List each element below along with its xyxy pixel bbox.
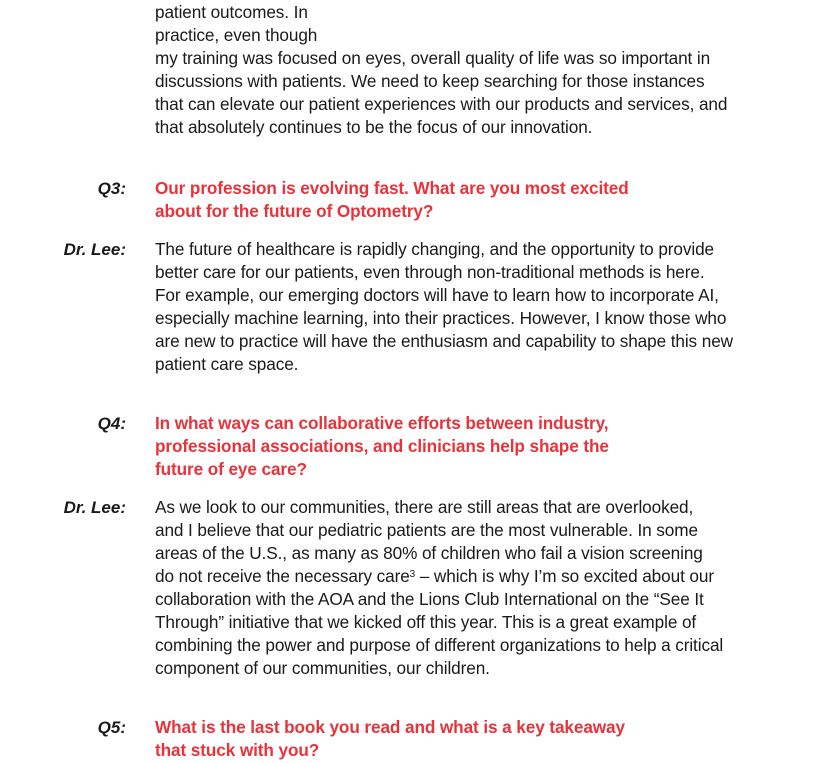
footnote-reference: 3 (409, 569, 416, 580)
intro-line: discussions with patients. We need to keep searching for those instances (155, 71, 705, 91)
question-line: that stuck with you? (155, 740, 320, 760)
answer-line: better care for our patients, even through non-traditional methods is here. (155, 262, 705, 282)
question-line: Our profession is evolving fast. What are you most excited (155, 178, 629, 198)
answer-line: For example, our emerging doctors will have to learn how to incorporate AI, (155, 285, 719, 305)
answer-line: The future of healthcare is rapidly changing, and the opportunity to provide (155, 239, 714, 259)
answer-line: patient care space. (155, 354, 299, 374)
speaker-label: Dr. Lee: (63, 498, 126, 517)
answer-text: – which is why I’m so excited about our (415, 566, 714, 586)
intro-line: that absolutely continues to be the focus of our innovation. (155, 117, 593, 137)
question-line: about for the future of Optometry? (155, 201, 434, 221)
answer-line: Through” initiative that we kicked off this year. This is a great example of (155, 612, 697, 632)
intro-line: my training was focused on eyes, overall quality of life was so important in (155, 48, 711, 68)
answer-line (155, 565, 714, 588)
answer-line: component of our communities, our children. (155, 658, 490, 678)
answer-text: do not receive the necessary care (155, 566, 410, 586)
answer-line: especially machine learning, into their practices. However, I know those who (155, 308, 727, 328)
question-line: future of eye care? (155, 459, 307, 479)
question-label: Q3: (97, 179, 126, 198)
intro-line: that can elevate our patient experiences with our products and services, and (155, 94, 728, 114)
question-line: professional associations, and clinicians help shape the (155, 436, 609, 456)
answer-line: collaboration with the AOA and the Lions Club International on the “See It (155, 589, 704, 609)
intro-line: patient outcomes. In (155, 2, 308, 22)
answer-line: As we look to our communities, there are still areas that are overlooked, (155, 497, 694, 517)
question-line: In what ways can collaborative efforts between industry, (155, 413, 609, 433)
question-line: What is the last book you read and what is a key takeaway (155, 717, 625, 737)
answer-line: areas of the U.S., as many as 80% of children who fail a vision screening (155, 543, 703, 563)
answer-line: and I believe that our pediatric patients are the most vulnerable. In some (155, 520, 698, 540)
question-label: Q5: (97, 718, 126, 737)
intro-line: practice, even though (155, 25, 318, 45)
speaker-label: Dr. Lee: (63, 240, 126, 259)
answer-line: are new to practice will have the enthusiasm and capability to shape this new (155, 331, 733, 351)
answer-line: combining the power and purpose of different organizations to help a critical (155, 635, 724, 655)
question-label: Q4: (97, 414, 126, 433)
